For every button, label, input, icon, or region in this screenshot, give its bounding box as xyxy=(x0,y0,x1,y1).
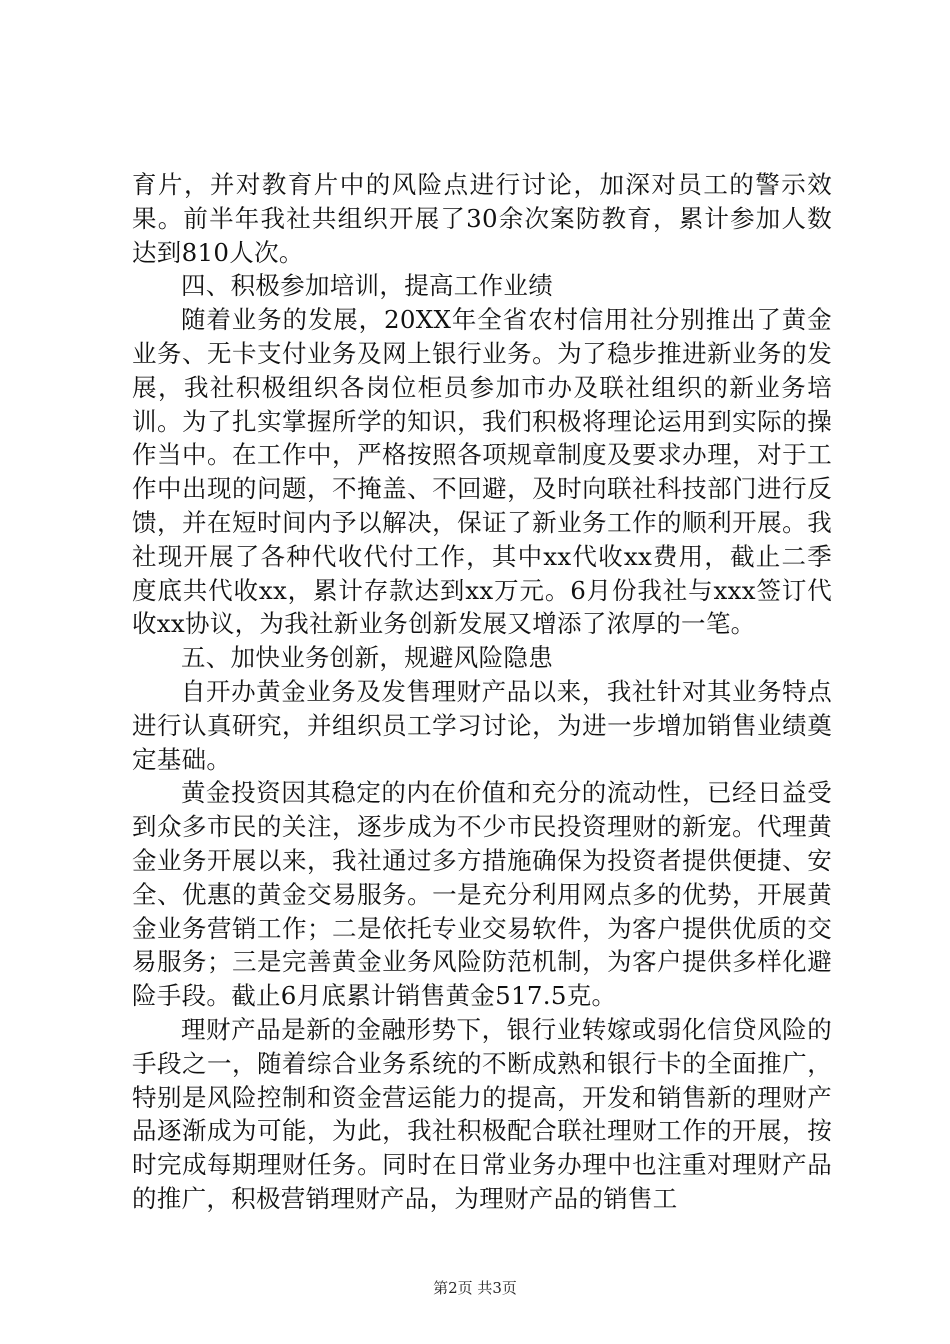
paragraph-new-business: 随着业务的发展，20XX年全省农村信用社分别推出了黄金业务、无卡支付业务及网上银行业务。为了稳步推进新业务的发展，我社积极组织各岗位柜员参加市办及联社组织的新业务培训。为了扎实掌握所学的知识，我们积极将理论运用到实际的操作当中。在工作中，严格按照各项规章制度及要求办理，对于工作中出现的问题，不掩盖、不回避，及时向联社科技部门进行反馈，并在短时间内予以解决，保证了新业务工作的顺利开展。我社现开展了各种代收代付工作，其中xx代收xx费用，截止二季度底共代收xx，累计存款达到xx万元。6月份我社与xxx签订代收xx协议，为我社新业务创新发展又增添了浓厚的一笔。 xyxy=(132,305,832,639)
paragraph-gold-investment: 黄金投资因其稳定的内在价值和充分的流动性，已经日益受到众多市民的关注，逐步成为不少市民投资理财的新宠。代理黄金业务开展以来，我社通过多方措施确保为投资者提供便捷、安全、优惠的黄金交易服务。一是充分利用网点多的优势，开展黄金业务营销工作；二是依托专业交易软件，为客户提供优质的交易服务；三是完善黄金业务风险防范机制，为客户提供多样化避险手段。截止6月底累计销售黄金517.5克。 xyxy=(132,778,832,1011)
paragraph-wealth-products: 理财产品是新的金融形势下，银行业转嫁或弱化信贷风险的手段之一，随着综合业务系统的不断成熟和银行卡的全面推广，特别是风险控制和资金营运能力的提高，开发和销售新的理财产品逐渐成为可能，为此，我社积极配合联社理财工作的开展，按时完成每期理财任务。同时在日常业务办理中也注重对理财产品的推广，积极营销理财产品，为理财产品的销售工 xyxy=(132,1014,832,1213)
paragraph-continuation: 育片，并对教育片中的风险点进行讨论，加深对员工的警示效果。前半年我社共组织开展了30余次案防教育，累计参加人数达到810人次。 xyxy=(132,170,832,267)
paragraph-gold-intro: 自开办黄金业务及发售理财产品以来，我社针对其业务特点进行认真研究，并组织员工学习讨论，为进一步增加销售业绩奠定基础。 xyxy=(132,676,832,774)
section-heading-innovation: 五、加快业务创新，规避风险隐患 xyxy=(181,643,553,673)
document-body xyxy=(132,168,832,1216)
page-footer: 第2页 共3页 xyxy=(433,1279,517,1297)
section-heading-training: 四、积极参加培训，提高工作业绩 xyxy=(181,271,553,301)
